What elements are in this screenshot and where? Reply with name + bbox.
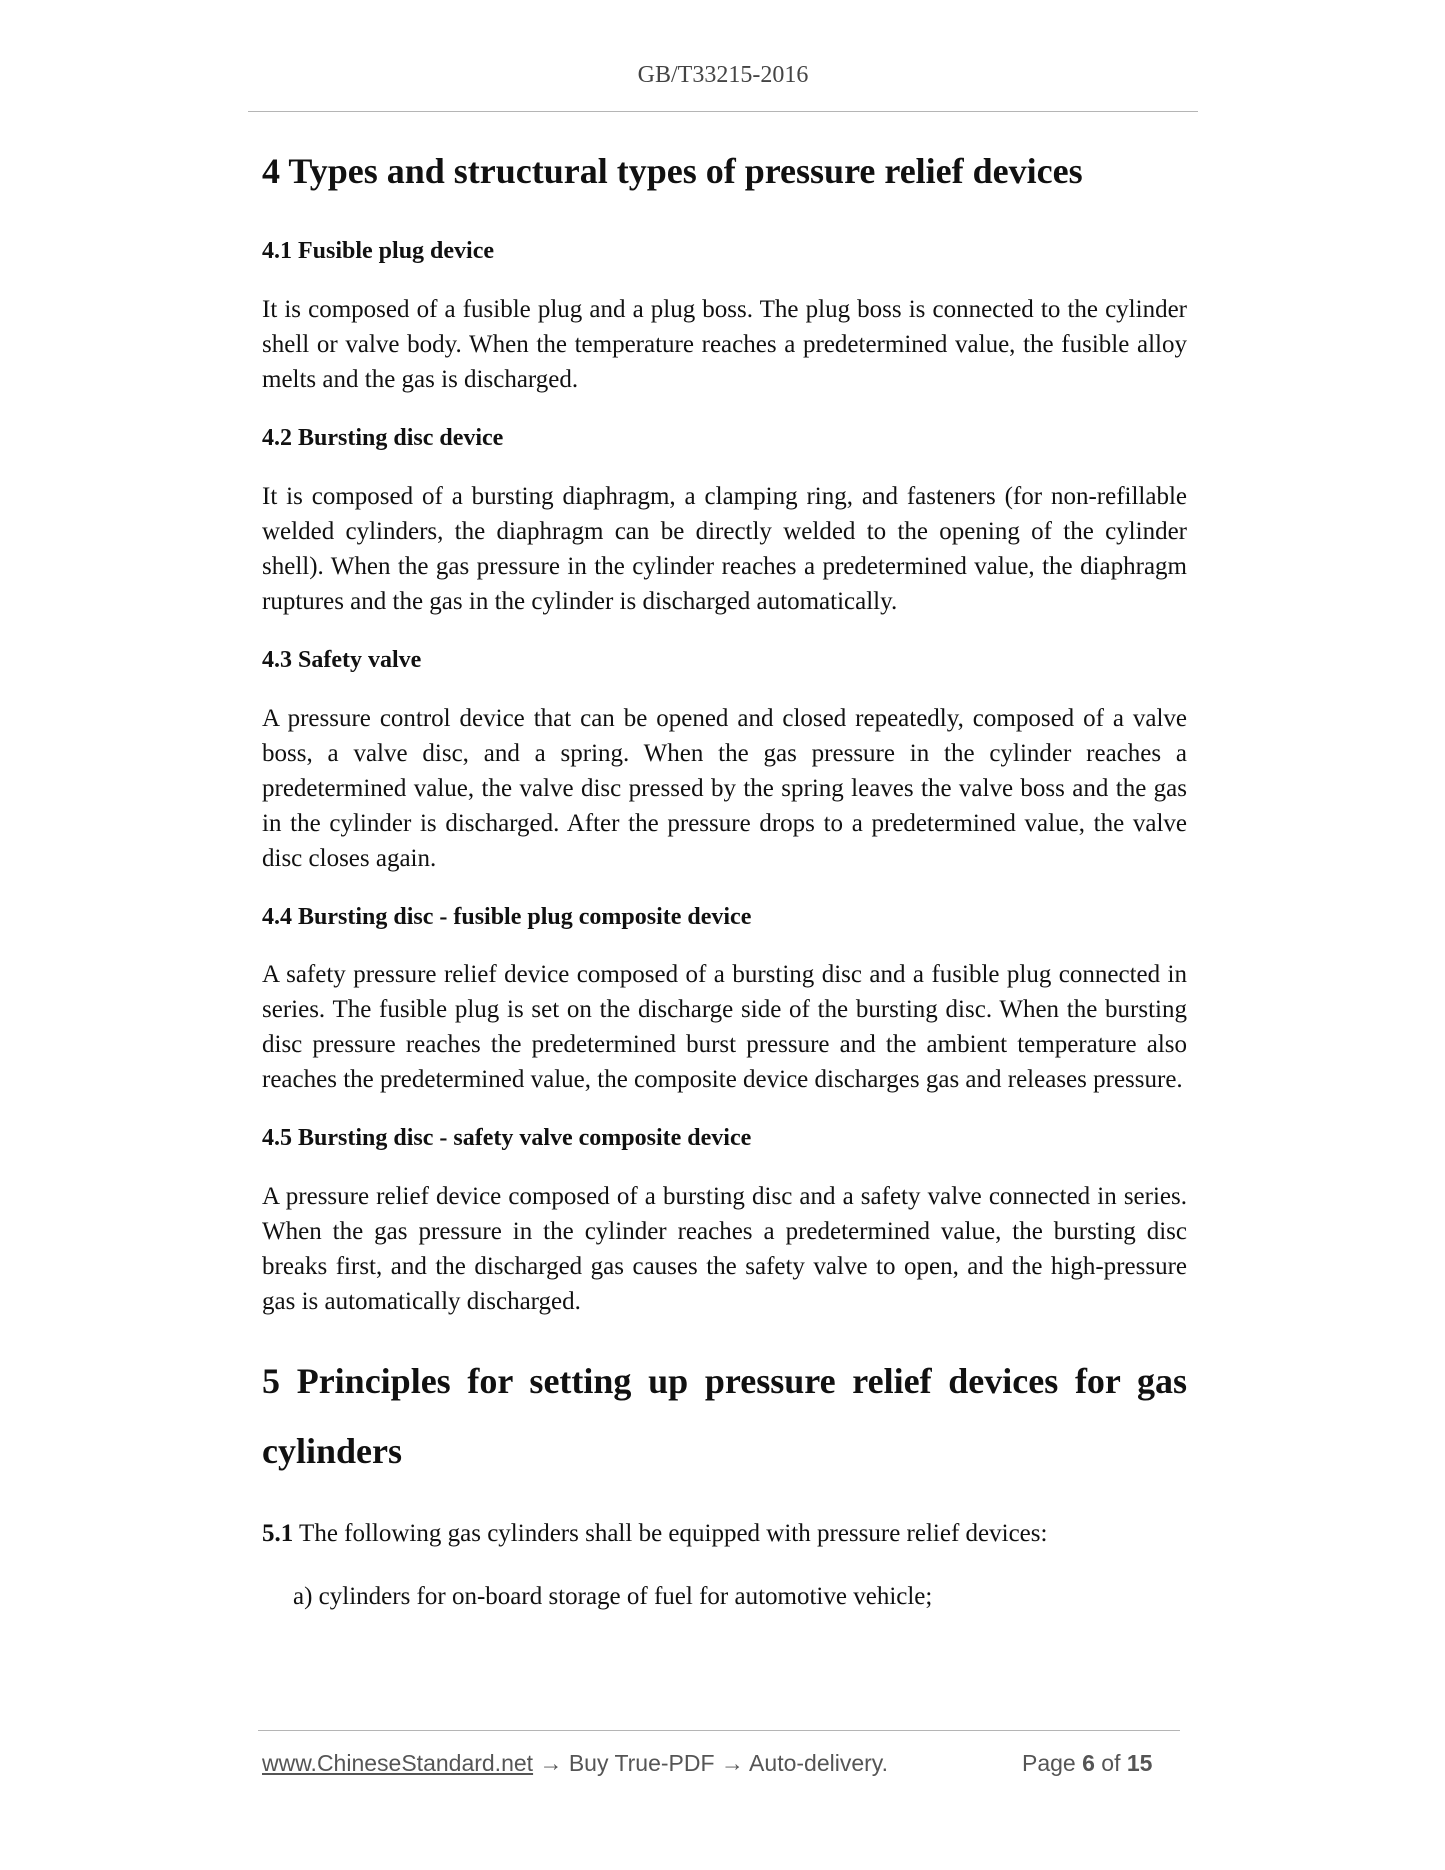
- website-link[interactable]: www.ChineseStandard.net: [262, 1750, 534, 1776]
- page-header-standard-code: GB/T33215-2016: [637, 62, 809, 88]
- clause-5-1-number: 5.1: [262, 1520, 294, 1548]
- header-divider: [248, 111, 1198, 112]
- subsection-4-1-heading: 4.1 Fusible plug device: [262, 238, 495, 265]
- section-4-title: 4 Types and structural types of pressure relief devices: [262, 151, 1083, 191]
- footer-divider: [258, 1730, 1180, 1731]
- subsection-4-1-text: It is composed of a fusible plug and a plug boss. The plug boss is connected to the cylinder shell or valve body. When the temperature reaches a predetermined value, the fusible alloy melts and the gas is discharged.: [262, 295, 1187, 393]
- total-pages-number: 15: [1126, 1750, 1153, 1776]
- page-content: [262, 150, 1187, 1614]
- subsection-4-5-heading: 4.5 Bursting disc - safety valve composite device: [262, 1125, 752, 1152]
- subsection-4-4-text: A safety pressure relief device composed of a bursting disc and a fusible plug connected in series. The fusible plug is set on the discharge side of the bursting disc. When the bursting disc pressure reaches the predetermined burst pressure and the ambient temperature also reaches the predetermined value, the composite device discharges gas and releases pressure.: [262, 961, 1187, 1094]
- subsection-4-2-heading: 4.2 Bursting disc device: [262, 424, 504, 451]
- footer-promo-text: → Buy True-PDF → Auto-delivery.: [533, 1750, 888, 1776]
- of-label: of: [1094, 1750, 1127, 1776]
- subsection-4-2-text: It is composed of a bursting diaphragm, a clamping ring, and fasteners (for non-refillable welded cylinders, the diaphragm can be directly welded to the opening of the cylinder shell). When the gas pressure in the cylinder reaches a predetermined value, the diaphragm ruptures and the gas in the cylinder is discharged automatically.: [262, 482, 1187, 615]
- clause-5-1: [262, 1516, 1187, 1551]
- subsection-4-4-heading: 4.4 Bursting disc - fusible plug composite device: [262, 903, 752, 930]
- list-item: a) cylinders for on-board storage of fuel for automotive vehicle;: [293, 1583, 933, 1611]
- subsection-4-5-text: A pressure relief device composed of a bursting disc and a safety valve connected in series. When the gas pressure in the cylinder reaches a predetermined value, the bursting disc breaks first, and the discharged gas causes the safety valve to open, and the high-pressure gas is automatically discharged.: [262, 1183, 1187, 1316]
- current-page-number: 6: [1082, 1750, 1095, 1776]
- page-indicator: [1022, 1750, 1152, 1777]
- footer-promo: [262, 1750, 888, 1777]
- clause-5-1-text: The following gas cylinders shall be equipped with pressure relief devices:: [293, 1520, 1048, 1548]
- subsection-4-3-heading: 4.3 Safety valve: [262, 646, 422, 673]
- section-5-title: 5 Principles for setting up pressure relief devices for gas cylinders: [262, 1361, 1187, 1472]
- page-label: Page: [1022, 1750, 1083, 1776]
- subsection-4-3-text: A pressure control device that can be opened and closed repeatedly, composed of a valve boss, a valve disc, and a spring. When the gas pressure in the cylinder reaches a predetermined value, the valve disc pressed by the spring leaves the valve boss and the gas in the cylinder is discharged. After the pressure drops to a predetermined value, the valve disc closes again.: [262, 704, 1187, 872]
